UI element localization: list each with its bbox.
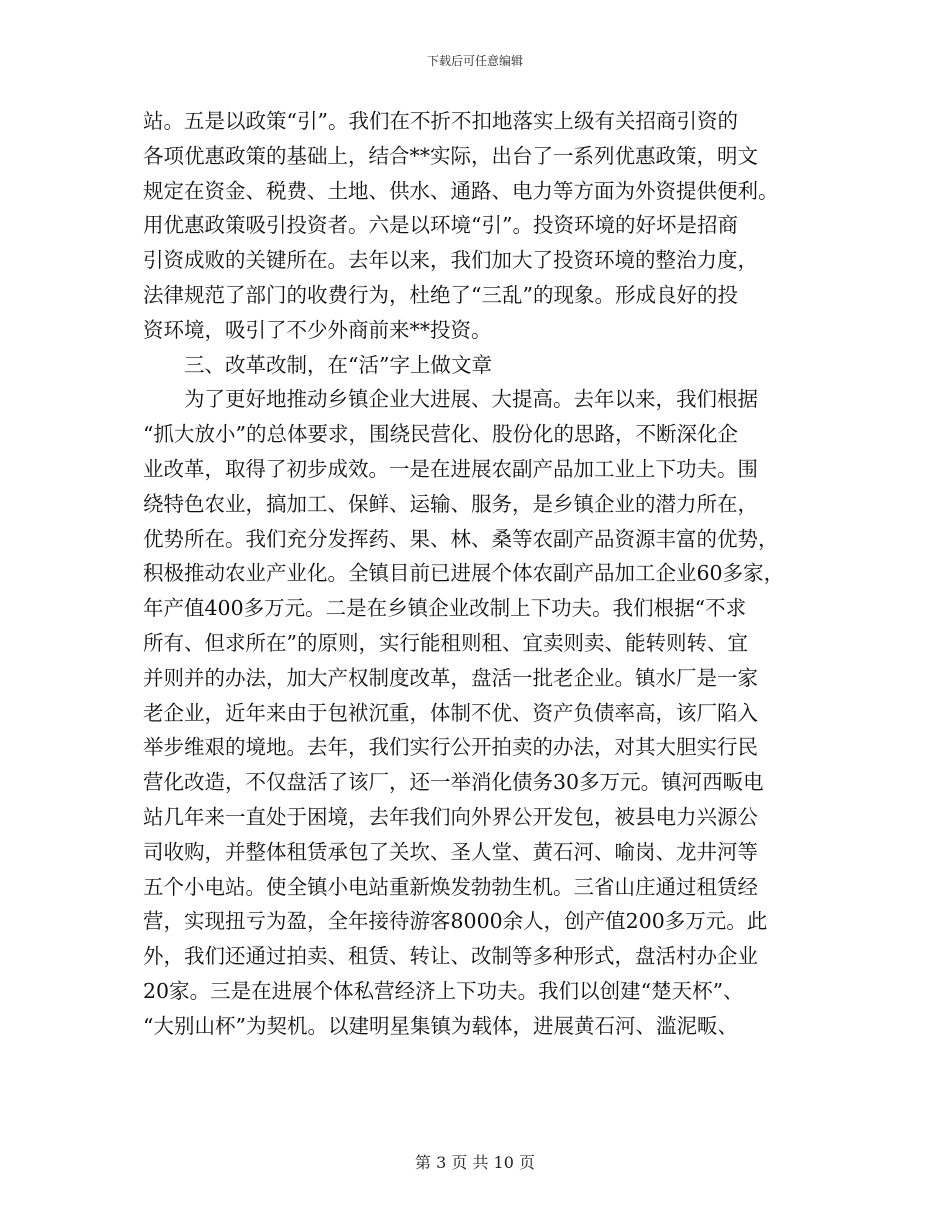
text-line: 站几年来一直处于困境，去年我们向外界公开发包，被县电力兴源公: [143, 804, 758, 829]
text-line: 优势所在。我们充分发挥药、果、林、桑等农副产品资源丰富的优势，: [143, 526, 779, 551]
text-line: 所有、但求所在”的原则，实行能租则租、宜卖则卖、能转则转、宜: [143, 630, 748, 655]
page-footer: 第 3 页 共 10 页: [415, 1153, 535, 1172]
text-line: 老企业，近年来由于包袱沉重，体制不优、资产负债率高，该厂陷入: [143, 700, 758, 725]
text-line: 引资成败的关键所在。去年以来，我们加大了投资环境的整治力度，: [143, 248, 758, 273]
text-line: 并则并的办法，加大产权制度改革，盘活一批老企业。镇水厂是一家: [143, 665, 758, 690]
text-line: “抓大放小”的总体要求，围绕民营化、股份化的思路，不断深化企: [143, 422, 738, 447]
text-line: 积极推动农业产业化。全镇目前已进展个体农副产品加工企业60多家，: [143, 561, 785, 586]
text-line: 三、改革改制，在“活”字上做文章: [184, 352, 492, 377]
text-line: 用优惠政策吸引投资者。六是以环境“引”。投资环境的好坏是招商: [143, 213, 738, 238]
text-line: 为了更好地推动乡镇企业大进展、大提高。去年以来，我们根据: [184, 387, 758, 412]
text-line: 各项优惠政策的基础上，结合**实际，出台了一系列优惠政策，明文: [143, 143, 758, 168]
document-body: [143, 104, 813, 1044]
text-line: 业改革，取得了初步成效。一是在进展农副产品加工业上下功夫。围: [143, 456, 758, 481]
text-line: 资环境，吸引了不少外商前来**投资。: [143, 317, 492, 342]
text-line: 五个小电站。使全镇小电站重新焕发勃勃生机。三省山庄通过租赁经: [143, 874, 758, 899]
page-header: 下载后可任意编辑: [426, 54, 523, 68]
text-line: 绕特色农业，搞加工、保鲜、运输、服务，是乡镇企业的潜力所在，: [143, 491, 758, 516]
text-line: 站。五是以政策“引”。我们在不折不扣地落实上级有关招商引资的: [143, 109, 738, 133]
text-line: 20家。三是在进展个体私营经济上下功夫。我们以创建“楚天杯”、: [143, 978, 744, 1003]
text-line: 规定在资金、税费、土地、供水、通路、电力等方面为外资提供便利。: [143, 178, 779, 203]
text-line: 营，实现扭亏为盈，全年接待游客8000余人，创产值200多万元。此: [143, 909, 768, 934]
text-line: 年产值400多万元。二是在乡镇企业改制上下功夫。我们根据“不求: [143, 596, 747, 621]
text-line: “大别山杯”为契机。以建明星集镇为载体，进展黄石河、滥泥畈、: [143, 1013, 738, 1038]
text-line: 法律规范了部门的收费行为，杜绝了“三乱”的现象。形成良好的投: [143, 282, 738, 307]
text-line: 司收购，并整体租赁承包了关坎、圣人堂、黄石河、喻岗、龙井河等: [143, 839, 758, 864]
text-line: 营化改造，不仅盘活了该厂，还一举消化债务30多万元。镇河西畈电: [143, 770, 764, 795]
text-line: 外，我们还通过拍卖、租赁、转让、改制等多种形式，盘活村办企业: [143, 944, 758, 969]
text-line: 举步维艰的境地。去年，我们实行公开拍卖的办法，对其大胆实行民: [143, 735, 758, 760]
